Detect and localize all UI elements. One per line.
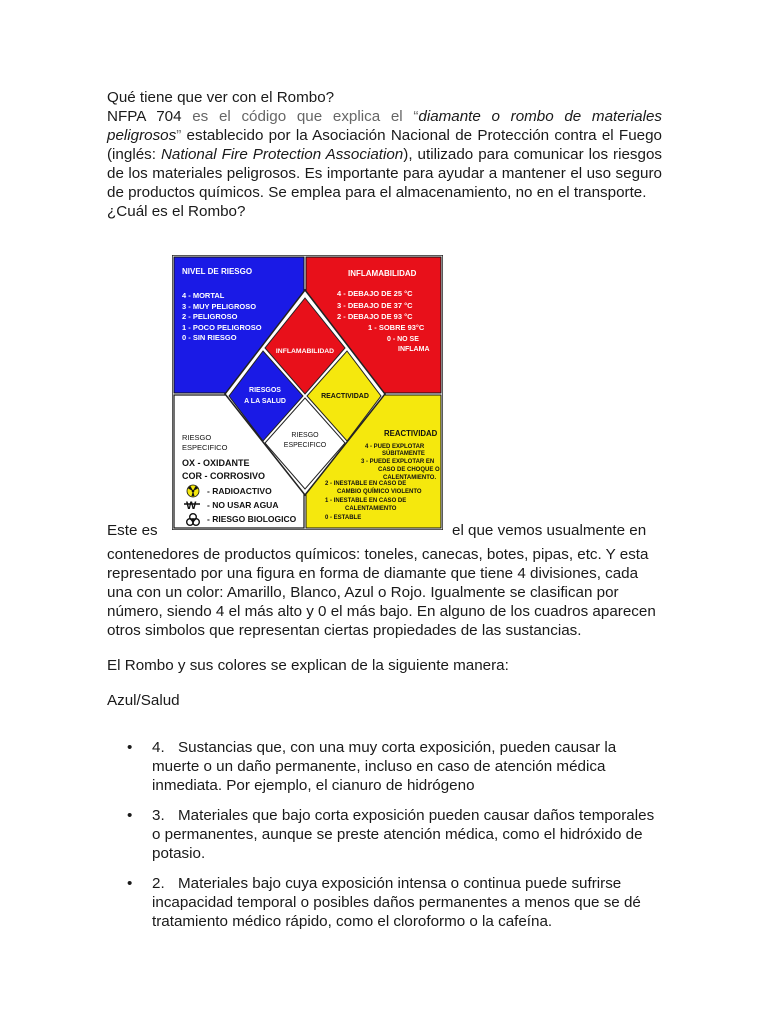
red-item-4: 1 - SOBRE 93°C	[368, 323, 425, 332]
yellow-item-5: CALENTAMIENTO.	[383, 475, 437, 481]
yellow-item-8: 1 - INESTABLE EN CASO DE	[325, 498, 407, 504]
blue-item-4: 1 - POCO PELIGROSO	[182, 323, 262, 332]
body-paragraph-2: El Rombo y sus colores se explican de la siguiente manera:	[107, 657, 509, 674]
blue-item-1: 4 - MORTAL	[182, 291, 225, 300]
list-item-text: Materiales bajo cuya exposición intensa o continua puede sufrirse incapacidad temporal o posibles daños permanentes a menos que se dé tratamiento médico rápido, como el cloroformo o la cafeína.	[152, 875, 641, 930]
body-paragraph-1: contenedores de productos químicos: toneles, canecas, botes, pipas, etc. Y esta representado por una figura en forma de diamante que tiene 4 divisiones, cada una con un color: Amarillo, Blanco, Azul o Rojo. Igualmente se clasifican por número, siendo 4 el más alto y 0 el más bajo. En alguno de los cuadros aparecen otros simbolos que representan ciertas propiedades de las sustancias.	[107, 546, 656, 639]
yellow-item-2: SÚBITAMENTE	[382, 451, 425, 457]
diamond-label-especifico-1: RIESGO	[291, 432, 319, 439]
nfpa-code-text: es el código que explica el “	[181, 108, 419, 125]
nfpa-paragraph	[107, 107, 662, 202]
blue-item-2: 3 - MUY PELIGROSO	[182, 302, 257, 311]
bullet: •	[127, 739, 133, 756]
yellow-title: REACTIVIDAD	[384, 429, 438, 438]
red-item-2: 3 - DEBAJO DE 37 °C	[337, 301, 413, 310]
list-item-number: 2.	[152, 875, 165, 892]
nfpa-english: National Fire Protection Association	[160, 146, 404, 163]
blue-item-3: 2 - PELIGROSO	[182, 312, 238, 321]
yellow-item-10: 0 - ESTABLE	[325, 515, 362, 521]
nfpa-rest-2: ), utilizado para comunicar los riesgos de los materiales peligrosos. Es importante para ayudar a mantener el uso seguro de productos químicos. Se emplea para el almacenamiento, no en el transporte.	[107, 146, 662, 201]
list-item	[107, 738, 662, 795]
white-item-ox: OX - OXIDANTE	[182, 458, 250, 468]
blue-item-5: 0 - SIN RIESGO	[182, 333, 237, 342]
quote-close: ”	[176, 127, 182, 144]
diamond-label-especifico-2: ESPECIFICO	[283, 442, 327, 449]
bullet: •	[127, 875, 133, 892]
figure-lead-text: Este es	[107, 522, 158, 539]
document-body	[107, 545, 662, 726]
white-item-radioactivo: - RADIOACTIVO	[207, 486, 272, 496]
document-intro	[107, 88, 662, 221]
red-item-5: 0 - NO SE	[387, 336, 419, 343]
white-item-biologico: - RIESGO BIOLOGICO	[207, 514, 297, 524]
diamond-name: diamante o rombo de materiales peligrosos	[107, 108, 662, 144]
health-level-list	[107, 738, 662, 942]
list-item	[107, 874, 662, 931]
no-water-letter: W	[186, 500, 197, 512]
body-heading-azul: Azul/Salud	[107, 692, 180, 709]
bullet: •	[127, 807, 133, 824]
blue-title: NIVEL DE RIESGO	[182, 267, 253, 276]
nfpa-diamond-figure	[172, 255, 443, 530]
figure-trail-text: el que vemos usualmente en	[452, 522, 647, 539]
red-title: INFLAMABILIDAD	[348, 269, 417, 278]
diamond-label-salud-2: A LA SALUD	[244, 398, 286, 405]
white-item-no-agua: - NO USAR AGUA	[207, 500, 279, 510]
figure-row	[107, 250, 667, 540]
red-item-1: 4 - DEBAJO DE 25 °C	[337, 289, 413, 298]
red-item-3: 2 - DEBAJO DE 93 °C	[337, 312, 413, 321]
list-item-number: 4.	[152, 739, 165, 756]
yellow-item-4: CASO DE CHOQUE O	[378, 467, 440, 473]
question-cual: ¿Cuál es el Rombo?	[107, 203, 246, 220]
list-item	[107, 806, 662, 863]
diamond-label-salud-1: RIESGOS	[249, 387, 281, 394]
nfpa-code: NFPA 704	[107, 108, 182, 125]
yellow-item-7: CAMBIO QUÍMICO VIOLENTO	[337, 489, 422, 495]
list-item-number: 3.	[152, 807, 165, 824]
yellow-item-3: 3 - PUEDE EXPLOTAR EN	[361, 459, 435, 465]
yellow-item-9: CALENTAMIENTO	[345, 506, 397, 512]
white-title-2: ESPECIFICO	[182, 443, 228, 452]
question-rombo: Qué tiene que ver con el Rombo?	[107, 89, 335, 106]
radioactive-icon	[187, 485, 199, 497]
white-item-cor: COR - CORROSIVO	[182, 471, 266, 481]
white-title-1: RIESGO	[182, 433, 212, 442]
list-item-text: Materiales que bajo corta exposición pueden causar daños temporales o permanentes, aunque se preste atención médica, como el hidróxido de potasio.	[152, 807, 655, 862]
list-item-text: Sustancias que, con una muy corta exposición, pueden causar la muerte o un daño permanente, incluso en caso de atención médica inmediata. Por ejemplo, el cianuro de hidrógeno	[152, 739, 617, 794]
diamond-label-inflamabilidad: INFLAMABILIDAD	[275, 348, 335, 355]
nfpa-rest-1: establecido por la Asociación Nacional de Protección contra el Fuego (inglés:	[107, 127, 662, 163]
yellow-item-1: 4 - PUED EXPLOTAR	[365, 444, 425, 450]
diamond-label-reactividad: REACTIVIDAD	[321, 393, 369, 400]
yellow-item-6: 2 - INESTABLE EN CASO DE	[325, 481, 407, 487]
red-item-6: INFLAMA	[398, 346, 430, 353]
